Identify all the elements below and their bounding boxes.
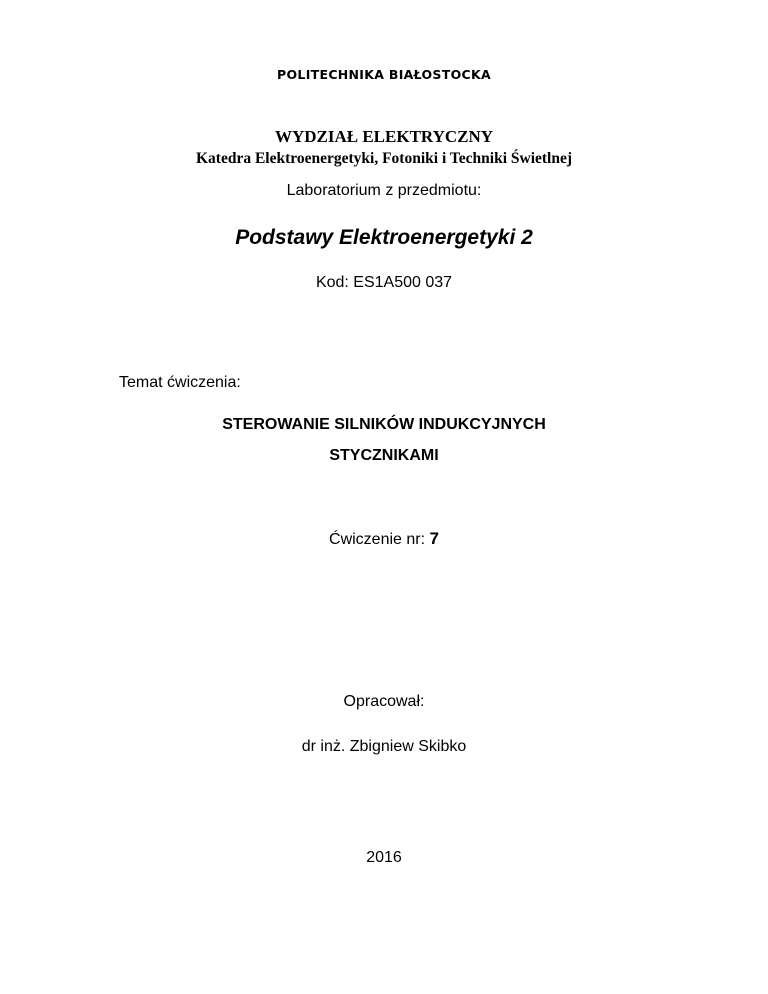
department-name: Katedra Elektroenergetyki, Fotoniki i Techniki Świetlnej: [195, 150, 573, 167]
author-name: dr inż. Zbigniew Skibko: [301, 738, 467, 755]
author-label: Opracował:: [343, 693, 425, 710]
topic-title-line-2: STYCZNIKAMI: [329, 447, 439, 464]
faculty-name: WYDZIAŁ ELEKTRYCZNY: [274, 127, 494, 146]
exercise-number: 7: [429, 529, 439, 548]
topic-label: Temat ćwiczenia:: [119, 374, 241, 391]
exercise-number-line: [0, 529, 768, 549]
document-year: 2016: [366, 849, 402, 866]
university-name: POLITECHNIKA BIAŁOSTOCKA: [277, 67, 491, 82]
course-intro: Laboratorium z przedmiotu:: [286, 182, 482, 199]
course-title: Podstawy Elektroenergetyki 2: [235, 226, 533, 249]
course-code: Kod: ES1A500 037: [315, 274, 453, 291]
exercise-label: Ćwiczenie nr:: [329, 531, 426, 548]
topic-title-line-1: STEROWANIE SILNIKÓW INDUKCYJNYCH: [222, 416, 546, 433]
